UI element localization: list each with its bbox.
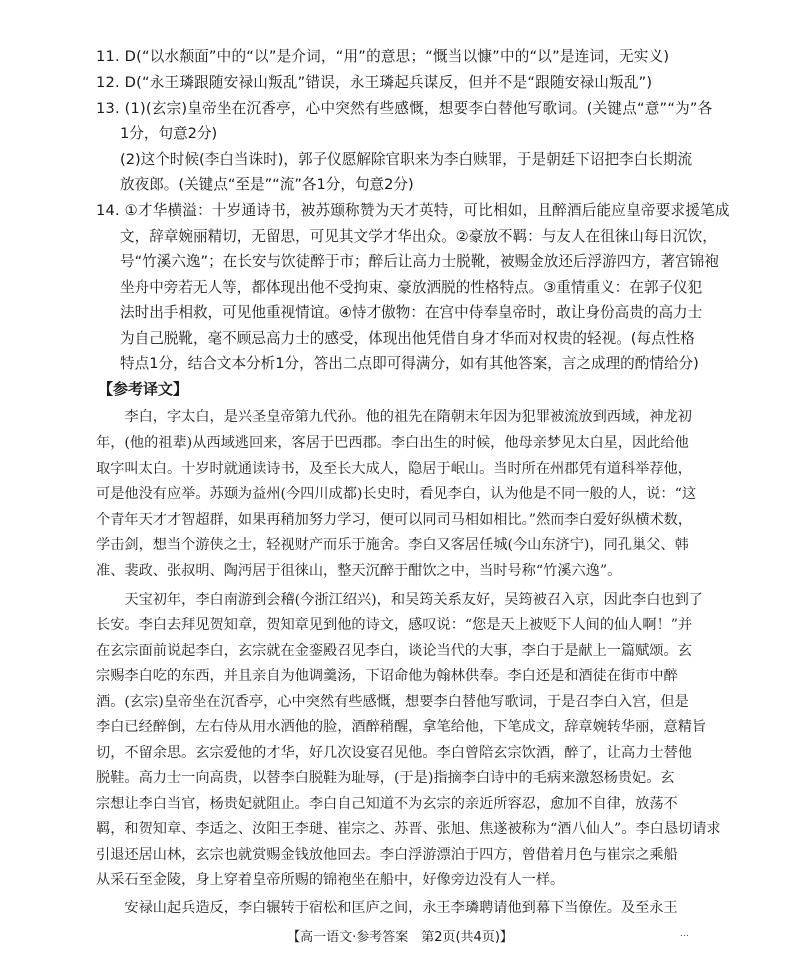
translation-line: 学击剑，想当个游侠之士，轻视财产而乐于施舍。李白又客居任城(今山东济宁)，同孔巢父、韩 (96, 537, 689, 553)
answer-14-line: 文，辞章婉丽精切，无留思，可见其文学才华出众。②豪放不羁：与友人在徂徕山每日沉饮， (120, 228, 717, 245)
translation-line: 取字叫太白。十岁时就通读诗书，及至长大成人，隐居于岷山。当时所在州郡凭有道科举荐他， (96, 461, 692, 477)
translation-line: 天宝初年，李白南游到会稽(今浙江绍兴)，和吴筠关系友好，吴筠被召入京，因此李白也到了 (96, 592, 703, 608)
answer-14-line: 14. ①才华横溢：十岁通诗书，被苏颋称赞为天才英特，可比相如，且醉酒后能应皇帝要求援笔成 (96, 202, 730, 219)
translation-line: 脱鞋。高力士一向高贵，以替李白脱鞋为耻辱，(于是)指摘李白诗中的毛病来激怒杨贵妃。玄 (96, 770, 675, 786)
translation-line: 切，不留余思。玄宗爱他的才华，好几次设宴召见他。李白曾陪玄宗饮酒，醉了，让高力士替他 (96, 745, 692, 761)
translation-line: 个青年天才才智超群，如果再稍加努力学习，便可以同司马相如相比。”然而李白爱好纵横术数， (96, 512, 693, 528)
translation-line: 安禄山起兵造反，李白辗转于宿松和匡庐之间，永王李璘聘请他到幕下当僚佐。及至永王 (96, 900, 678, 916)
answer-13-1-line-1: 13. (1)(玄宗)皇帝坐在沉香亭，心中突然有些感慨，想要李白替他写歌词。(关键点“意”“为”各 (96, 100, 713, 117)
translation-line: 从采石至金陵，身上穿着皇帝所赐的锦袍坐在船中，好像旁边没有人一样。 (96, 872, 565, 888)
page-footer: 【高一语文·参考答案 第2页(共4页)】 (287, 930, 513, 945)
translation-line: 长安。李白去拜见贺知章，贺知章见到他的诗文，感叹说：“您是天上被贬下人间的仙人啊！”并 (96, 617, 693, 633)
translation-line: 宗想让李白当官，杨贵妃就阻止。李白自己知道不为玄宗的亲近所容忍，愈加不自律，放荡不 (96, 796, 678, 812)
translation-line: 引退还居山林，玄宗也就赏赐金钱放他回去。李白浮游漂泊于四方，曾借着月色与崔宗之乘船 (96, 847, 678, 863)
answer-13-2-line-1: (2)这个时候(李白当诛时)，郭子仪愿解除官职来为李白赎罪，于是朝廷下诏把李白长期流 (120, 151, 693, 168)
translation-line: 宗赐李白吃的东西，并且亲自为他调羹汤，下诏命他为翰林供奉。李白还是和酒徒在街市中醉 (96, 668, 678, 684)
answer-12: 12. D(“永王璘跟随安禄山叛乱”错误，永王璘起兵谋反，但并不是“跟随安禄山叛乱”) (96, 74, 653, 91)
answer-11: 11. D(“以水颒面”中的“以”是介词，“用”的意思；“慨当以慷”中的“以”是连词，无实义) (96, 48, 670, 65)
answer-13-1-line-2: 1分，句意2分) (120, 125, 218, 142)
answer-14-line: 坐舟中旁若无人等，都体现出他不受拘束、豪放洒脱的性格特点。③重情重义：在郭子仪犯 (120, 279, 703, 296)
translation-line: 准、裴政、张叔明、陶沔居于徂徕山，整天沉醉于酣饮之中，当时号称“竹溪六逸”。 (96, 563, 622, 579)
translation-line: 羁，和贺知章、李适之、汝阳王李琎、崔宗之、苏晋、张旭、焦遂被称为“酒八仙人”。李白恳切请求 (96, 821, 721, 837)
answer-14-line: 为自己脱靴，毫不顾忌高力士的感受，体现出他凭借自身才华而对权贵的轻视。(每点性格 (120, 330, 695, 347)
translation-line: 李白已经醉倒，左右侍从用水洒他的脸，酒醉稍醒，拿笔给他，下笔成文，辞章婉转华丽，意精旨 (96, 719, 707, 735)
translation-line: 年，(他的祖辈)从西域逃回来，客居于巴西郡。李白出生的时候，他母亲梦见太白星，因此给他 (96, 435, 689, 451)
translation-line: 李白，字太白，是兴圣皇帝第九代孙。他的祖先在隋朝末年因为犯罪被流放到西域，神龙初 (96, 409, 692, 425)
translation-header: 【参考译文】 (98, 380, 189, 398)
corner-mark: … (680, 929, 689, 939)
answer-13-2-line-2: 放夜郎。(关键点“至是”“流”各1分，句意2分) (120, 176, 414, 193)
answer-14-line: 法时出手相救，可见他重视情谊。④恃才傲物：在宫中侍奉皇帝时，敢让身份高贵的高力士 (120, 304, 703, 321)
answer-14-line: 号“竹溪六逸”；在长安与饮徒醉于市；醉后让高力士脱靴，被赐金放还后浮游四方，著宫锦袍 (120, 253, 719, 270)
translation-line: 可是他没有应举。苏颋为益州(今四川成都)长史时，看见李白，认为他是不同一般的人，说：“这 (96, 486, 697, 502)
answer-14-line: 特点1分，结合文本分析1分，答出二点即可得满分，如有其他答案，言之成理的酌情给分) (120, 355, 699, 372)
translation-line: 在玄宗面前说起李白，玄宗就在金銮殿召见李白，谈论当代的大事，李白于是献上一篇赋颂。玄 (96, 643, 692, 659)
translation-line: 酒。(玄宗)皇帝坐在沉香亭，心中突然有些感慨，想要李白替他写歌词，于是召李白入宫，但是 (96, 694, 689, 710)
